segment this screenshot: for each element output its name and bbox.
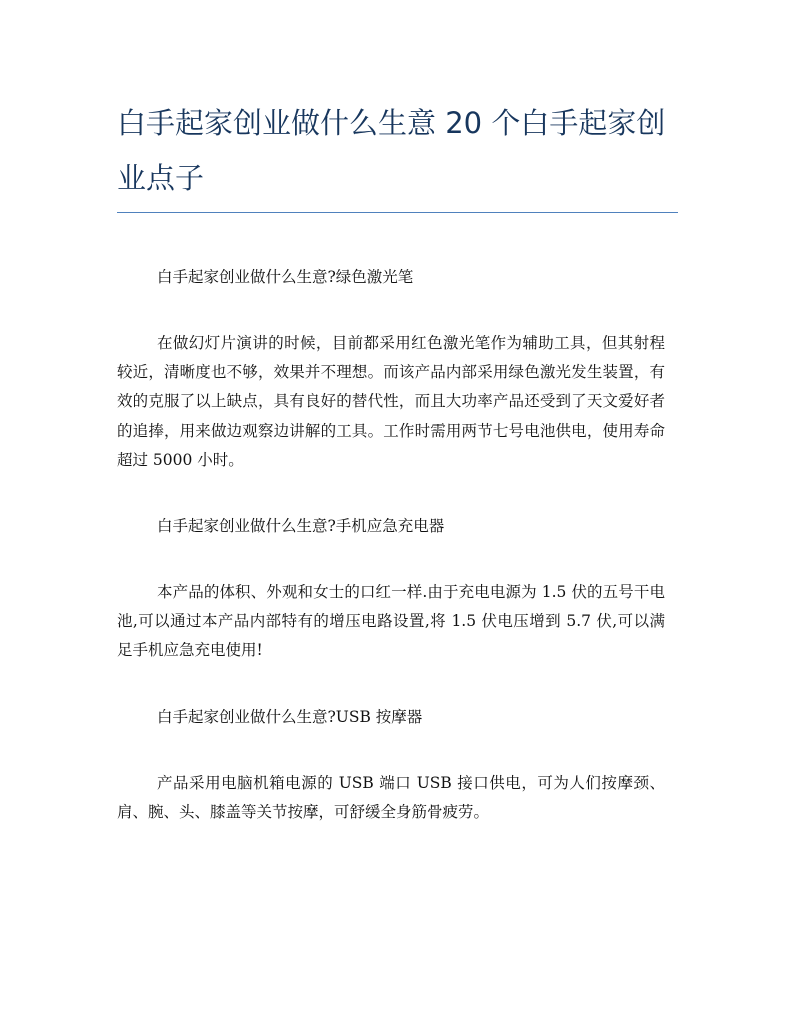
section-heading: 白手起家创业做什么生意?绿色激光笔 [157,268,414,286]
section-heading: 白手起家创业做什么生意?USB 按摩器 [157,707,423,726]
section-heading: 白手起家创业做什么生意?手机应急充电器 [157,517,445,536]
section-paragraph: 产品采用电脑机箱电源的 USB 端口 USB 接口供电，可为人们按摩颈、肩、腕、头、膝盖等关节按摩，可舒缓全身筋骨疲劳。 [117,773,665,821]
title-divider [117,212,678,213]
section-paragraph: 本产品的体积、外观和女士的口红一样.由于充电电源为 1.5 伏的五号干电池,可以通过本产品内部特有的增压电路设置,将 1.5 伏电压增到 5.7 伏,可以满足手机应急充电使用! [117,583,665,660]
section-paragraph: 在做幻灯片演讲的时候，目前都采用红色激光笔作为辅助工具，但其射程较近，清晰度也不够，效果并不理想。而该产品内部采用绿色激光发生装置，有效的克服了以上缺点，具有良好的替代性，而且大功率产品还受到了天文爱好者的追捧，用来做边观察边讲解的工具。工作时需用两节七号电池供电，使用寿命超过 5000 小时。 [117,334,665,469]
document-body [117,262,665,827]
page-title: 白手起家创业做什么生意 20 个白手起家创业点子 [117,106,666,195]
